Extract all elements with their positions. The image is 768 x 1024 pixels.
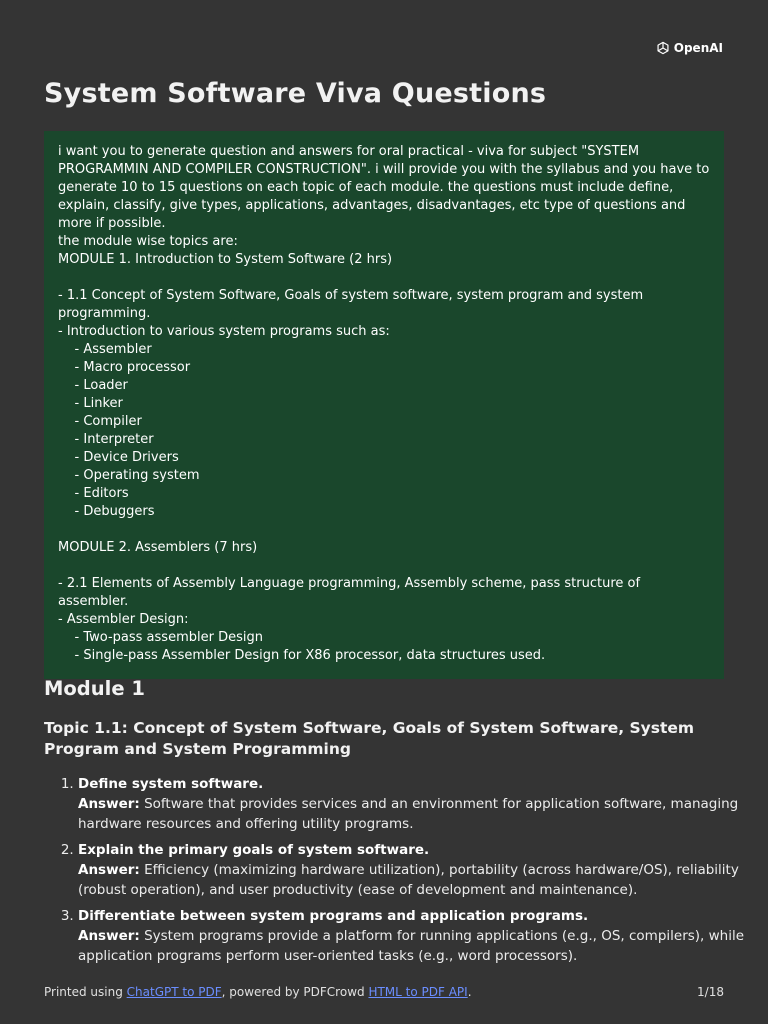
html-to-pdf-api-link[interactable]: HTML to PDF API [368,985,468,999]
module-heading: Module 1 [44,677,145,700]
answer-label: Answer: [78,862,140,878]
brand-logo [655,40,723,56]
list-item [78,906,758,966]
list-item [78,840,758,900]
answer-label: Answer: [78,928,140,944]
footer-prefix: Printed using [44,985,127,999]
topic-heading: Topic 1.1: Concept of System Software, Goals of System Software, System Program and System Programming [44,719,695,758]
question-text: Differentiate between system programs and application programs. [78,908,589,924]
brand-name: OpenAI [673,41,723,55]
page-title: System Software Viva Questions [44,78,547,109]
question-list [44,774,758,972]
answer-text: System programs provide a platform for running applications (e.g., OS, compilers), while application programs perform user-oriented tasks (e.g., word processors). [78,928,745,964]
answer-text: Software that provides services and an environment for application software, managing hardware resources and offering utility programs. [78,796,739,832]
answer-label: Answer: [78,796,140,812]
list-item [78,774,758,834]
footer-middle: , powered by PDFCrowd [221,985,369,999]
question-text: Define system software. [78,776,264,792]
page-number: 1/18 [697,985,724,999]
page-footer [44,985,724,999]
answer-text: Efficiency (maximizing hardware utilization), portability (across hardware/OS), reliability (robust operation), and user productivity (ease of development and maintenance). [78,862,739,898]
question-text: Explain the primary goals of system software. [78,842,430,858]
chatgpt-to-pdf-link[interactable]: ChatGPT to PDF [126,985,222,999]
user-prompt-block: i want you to generate question and answers for oral practical - viva for subject "SYSTEM PROGRAMMIN AND COMPILER CONSTRUCTION". i will provide you with the syllabus and you have to generate 10 to 15 questions on each topic of each module. the questions must include define, explain, classify, give types, applications, advantages, disadvantages, etc type of questions and more if possible. the module wise topics are: MODULE 1. Introduction to System Software (2 hrs) - 1.1 Concept of System Software, Goals of system software, system program and system programming. - Introduction to various system programs such as: - Assembler - Macro processor - Loader - Linker - Compiler - Interpreter - Device Drivers - Operating system - Editors - Debuggers MODULE 2. Assemblers (7 hrs) - 2.1 Elements of Assembly Language programming, Assembly scheme, pass structure of assembler. - Assembler Design: - Two-pass assembler Design - Single-pass Assembler Design for X86 processor, data structures used. [44,131,724,679]
openai-logo-icon [655,40,671,56]
footer-credit [44,985,472,999]
footer-suffix: . [467,985,472,999]
